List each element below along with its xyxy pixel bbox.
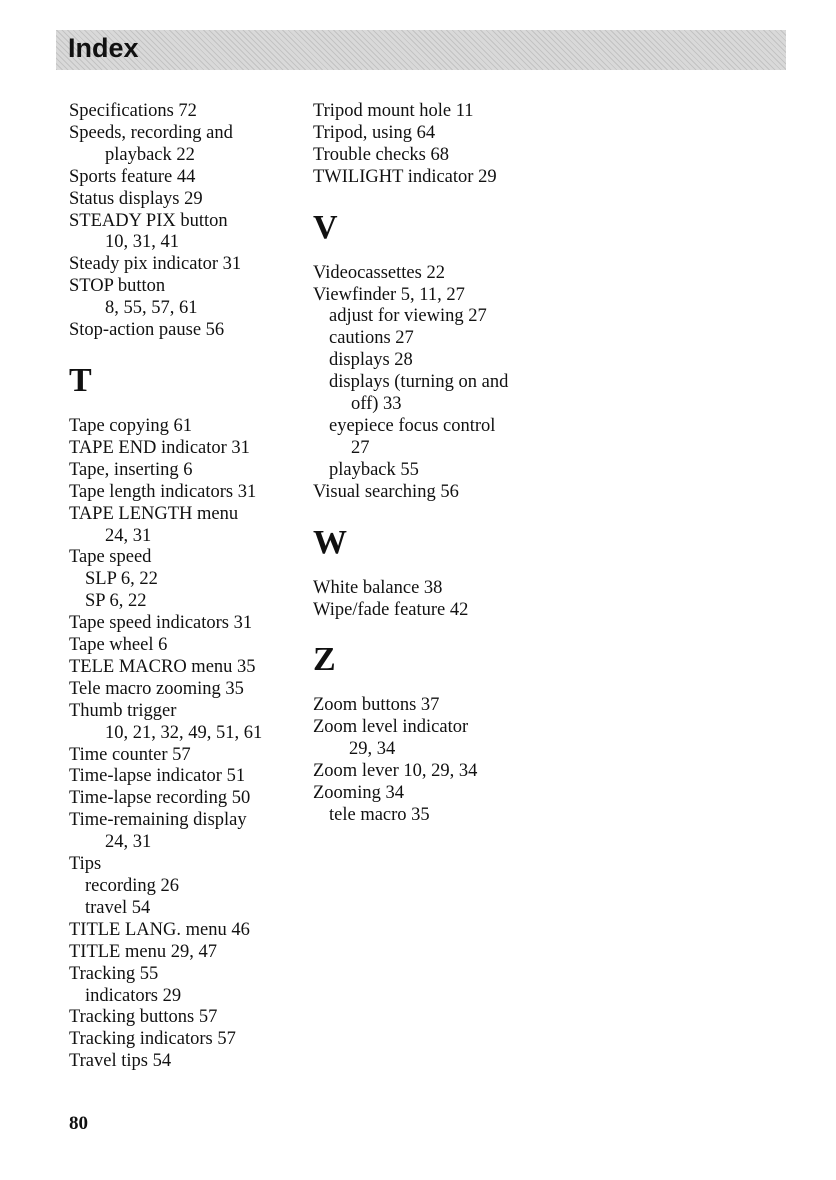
index-entry: displays 28	[329, 350, 413, 371]
index-entry: TITLE LANG. menu 46	[69, 919, 250, 940]
index-entry: 27	[351, 437, 370, 458]
page-title: Index	[68, 33, 139, 63]
index-group	[69, 101, 299, 342]
index-entry: Zoom level indicator	[313, 717, 469, 738]
index-entry: 10, 31, 41	[105, 232, 179, 253]
index-entry: Thumb trigger	[69, 700, 177, 721]
index-entry: adjust for viewing 27	[329, 306, 487, 327]
index-entry: eyepiece focus control	[329, 415, 496, 436]
index-entry: Tracking buttons 57	[69, 1007, 218, 1028]
index-entry: tele macro 35	[329, 804, 430, 825]
index-entry: Tele macro zooming 35	[69, 678, 244, 699]
index-entry: Time-lapse recording 50	[69, 788, 251, 809]
index-group	[313, 695, 553, 826]
index-entry: Speeds, recording and	[69, 122, 233, 143]
index-entry: Status displays 29	[69, 188, 203, 209]
index-entry: Zooming 34	[313, 783, 404, 804]
index-entry: travel 54	[85, 897, 151, 918]
index-entry: Tape speed indicators 31	[69, 613, 253, 634]
index-entry: Sports feature 44	[69, 166, 196, 187]
index-entry: Tripod mount hole 11	[313, 101, 474, 121]
index-entry: Specifications 72	[69, 101, 197, 121]
index-entry: playback 22	[105, 144, 195, 165]
section-letter-w: W	[313, 523, 347, 561]
index-entry: indicators 29	[85, 985, 182, 1006]
index-entry: recording 26	[85, 876, 180, 896]
index-entry: cautions 27	[329, 328, 414, 349]
index-entry: Tracking 55	[69, 963, 159, 984]
index-entry: Tips	[69, 854, 102, 875]
index-entry: Stop-action pause 56	[69, 320, 225, 341]
index-entry: 29, 34	[349, 739, 396, 760]
index-entry: Tape copying 61	[69, 415, 193, 436]
index-entry: Tripod, using 64	[313, 122, 436, 143]
index-column-left	[69, 101, 299, 1073]
index-entry: TITLE menu 29, 47	[69, 941, 217, 962]
index-entry: 24, 31	[105, 525, 152, 546]
index-column-right	[313, 101, 553, 827]
index-entry: Tape speed	[69, 547, 152, 568]
index-entry: Tracking indicators 57	[69, 1029, 236, 1050]
index-entry: Time counter 57	[69, 744, 191, 765]
index-entry: 8, 55, 57, 61	[105, 298, 198, 319]
index-entry: Viewfinder 5, 11, 27	[313, 284, 465, 305]
index-header-bar	[56, 30, 786, 70]
index-entry: SLP 6, 22	[85, 569, 158, 590]
index-group	[313, 101, 553, 189]
index-entry: Time-lapse indicator 51	[69, 766, 246, 787]
index-entry: White balance 38	[313, 577, 443, 598]
index-entry: displays (turning on and	[329, 372, 509, 393]
index-entry: TELE MACRO menu 35	[69, 656, 256, 677]
index-entry: Tape length indicators 31	[69, 481, 257, 502]
index-entry: Wipe/fade feature 42	[313, 599, 469, 620]
index-entry: TWILIGHT indicator 29	[313, 166, 497, 187]
index-entry: TAPE LENGTH menu	[69, 503, 239, 524]
index-group	[313, 263, 553, 504]
index-group	[313, 578, 553, 622]
index-entry: 24, 31	[105, 832, 152, 853]
index-entry: STOP button	[69, 276, 166, 297]
section-letter-v: V	[313, 208, 338, 246]
index-entry: SP 6, 22	[85, 591, 147, 612]
section-letter-t: T	[69, 361, 92, 399]
index-entry: off) 33	[351, 394, 402, 415]
index-entry: Tape wheel 6	[69, 635, 168, 656]
index-group	[69, 416, 299, 1073]
page-number: 80	[69, 1113, 88, 1134]
index-entry: Tape, inserting 6	[69, 459, 193, 480]
index-entry: Zoom buttons 37	[313, 695, 440, 716]
index-entry: Zoom lever 10, 29, 34	[313, 761, 478, 782]
index-entry: Travel tips 54	[69, 1051, 172, 1072]
index-entry: TAPE END indicator 31	[69, 437, 250, 458]
index-entry: Videocassettes 22	[313, 262, 445, 283]
index-entry: 10, 21, 32, 49, 51, 61	[105, 722, 263, 743]
index-entry: Trouble checks 68	[313, 144, 449, 165]
index-entry: STEADY PIX button	[69, 210, 228, 231]
index-entry: playback 55	[329, 459, 419, 480]
index-entry: Visual searching 56	[313, 481, 459, 502]
index-entry: Steady pix indicator 31	[69, 254, 242, 275]
index-entry: Time-remaining display	[69, 810, 247, 831]
section-letter-z: Z	[313, 641, 336, 679]
